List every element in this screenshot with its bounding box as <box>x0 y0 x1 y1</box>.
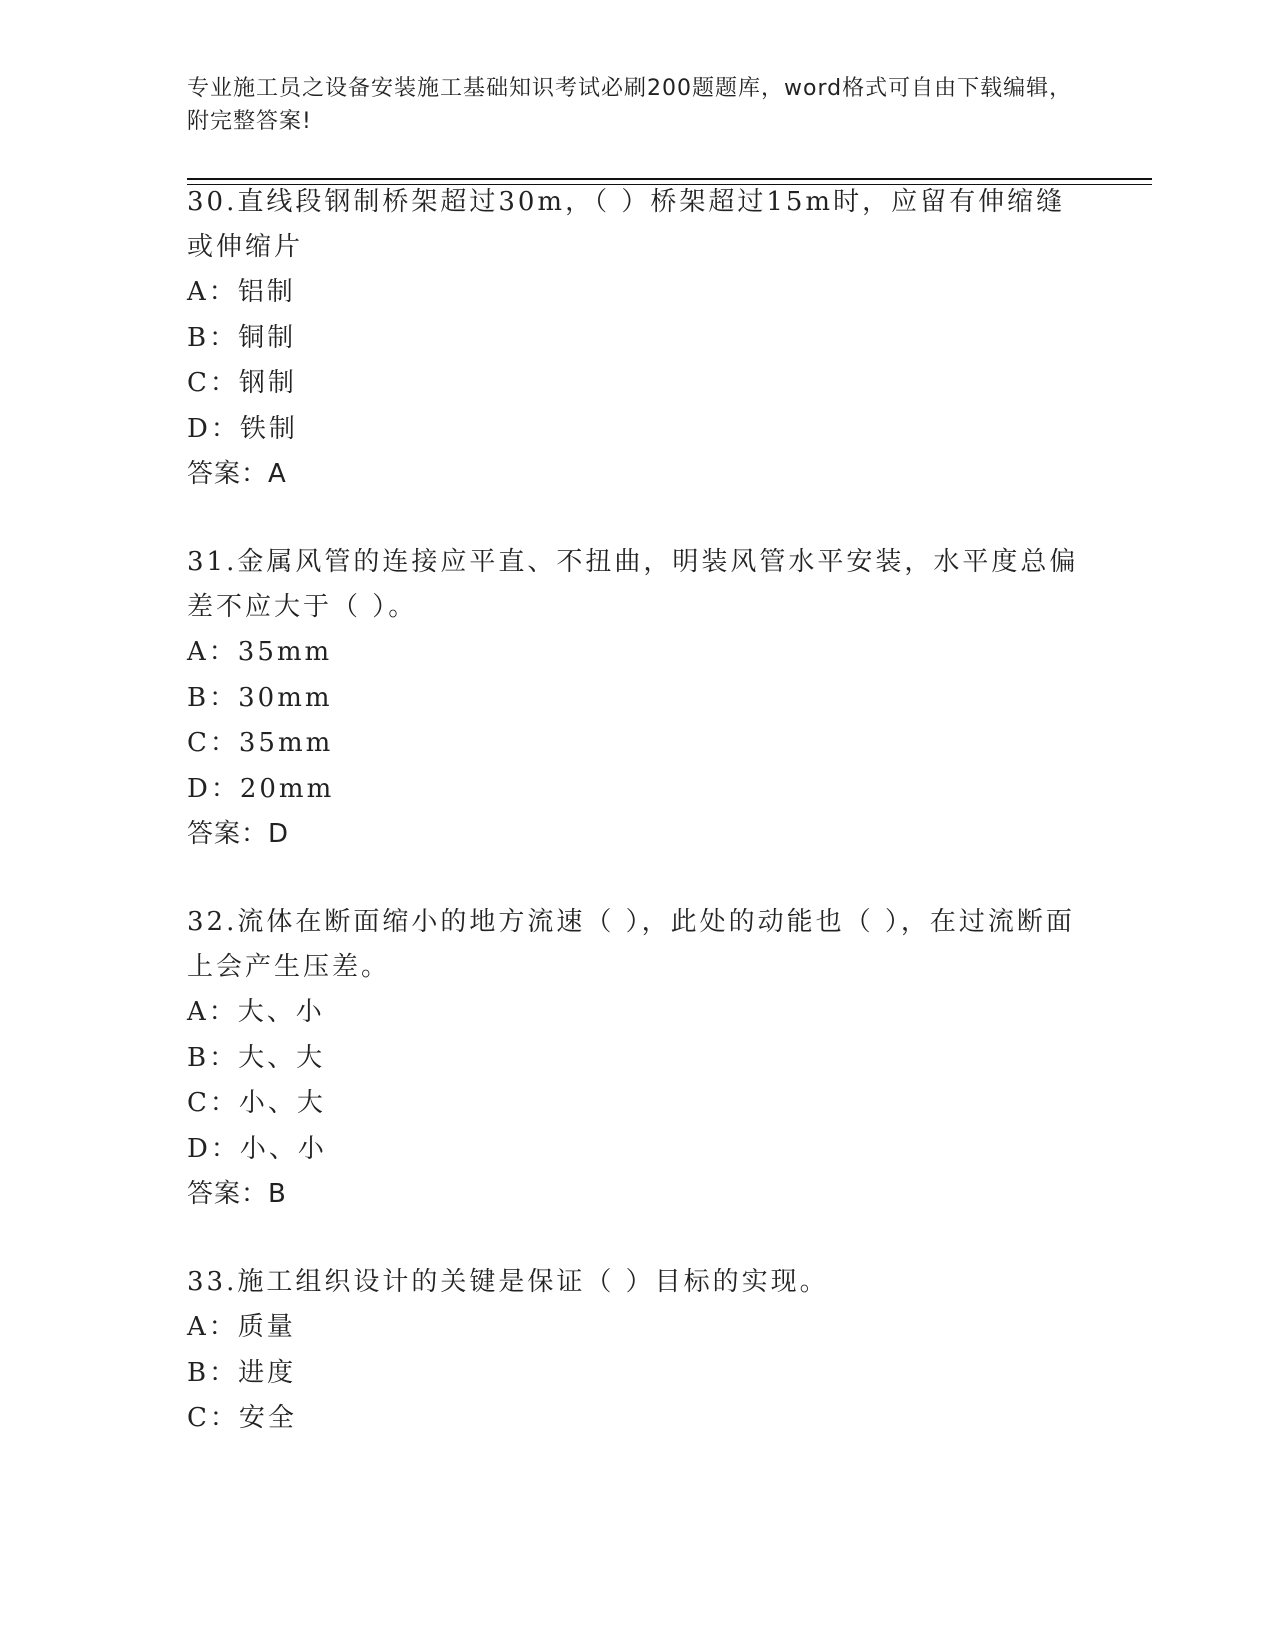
question-stem: 32.流体在断面缩小的地方流速（ ），此处的动能也（ ），在过流断面上会产生压差。 <box>187 907 1075 982</box>
option-b: B：大、大 <box>187 1042 326 1073</box>
option-a: A：铝制 <box>187 277 296 307</box>
question-stem: 33.施工组织设计的关键是保证（ ）目标的实现。 <box>187 1267 829 1297</box>
option-d: D：铁制 <box>187 413 298 444</box>
question-stem: 31.金属风管的连接应平直、不扭曲，明装风管水平安装，水平度总偏差不应大于（ ）。 <box>187 547 1079 622</box>
question-33 <box>187 1260 1087 1442</box>
option-b: B：铜制 <box>187 322 297 353</box>
option-c: C：安全 <box>187 1403 297 1433</box>
option-d: D：20mm <box>187 773 335 804</box>
question-stem: 30.直线段钢制桥架超过30m，（ ）桥架超过15m时，应留有伸缩缝或伸缩片 <box>187 187 1066 262</box>
option-d: D：小、小 <box>187 1133 327 1164</box>
option-b: B：30mm <box>187 682 333 713</box>
option-c: C：钢制 <box>187 368 297 398</box>
answer: 答案：A <box>187 459 287 489</box>
document-header: 专业施工员之设备安装施工基础知识考试必刷200题题库，word格式可自由下载编辑，附完整答案! <box>187 76 1073 134</box>
option-c: C：小、大 <box>187 1088 326 1118</box>
answer: 答案：D <box>187 819 290 849</box>
question-30 <box>187 180 1087 497</box>
option-c: C：35mm <box>187 728 334 758</box>
question-31 <box>187 540 1087 857</box>
option-a: A：35mm <box>187 637 333 667</box>
answer: 答案：B <box>187 1179 287 1209</box>
option-a: A：大、小 <box>187 997 325 1027</box>
option-b: B：进度 <box>187 1357 297 1388</box>
question-32 <box>187 900 1087 1217</box>
option-a: A：质量 <box>187 1312 296 1342</box>
